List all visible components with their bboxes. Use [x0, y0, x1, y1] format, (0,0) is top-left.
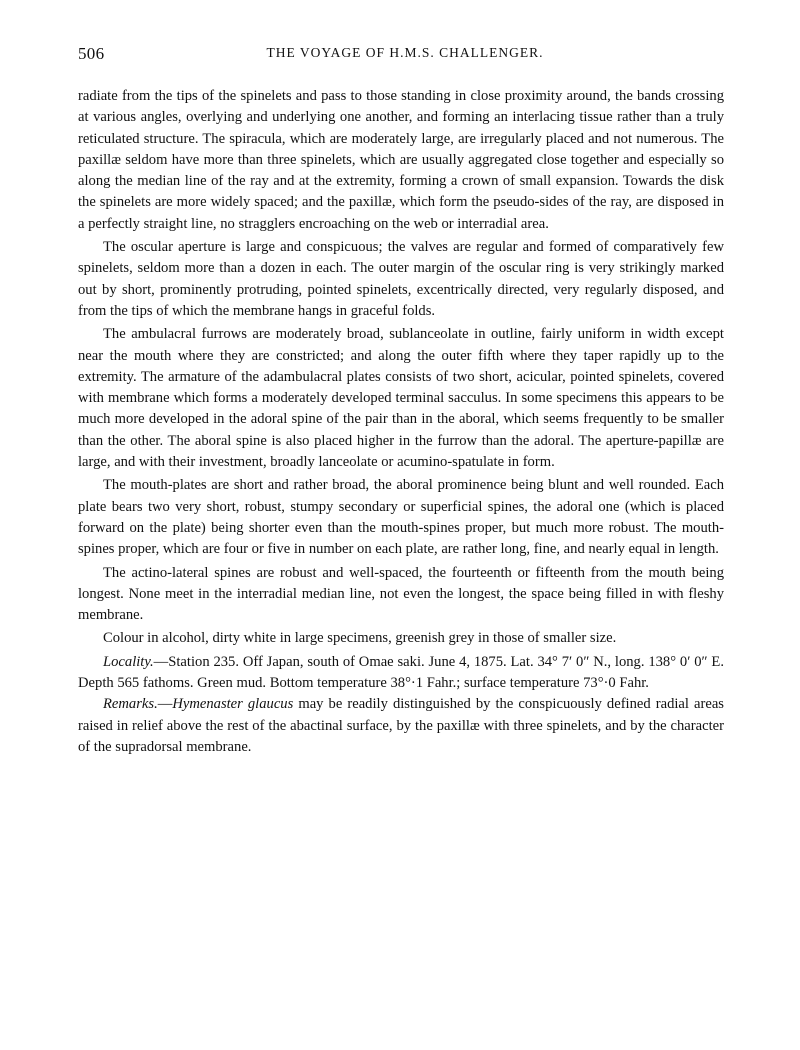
page-number: 506 — [78, 44, 105, 63]
running-head — [78, 44, 732, 68]
locality-text: —Station 235. Off Japan, south of Omae saki. June 4, 1875. Lat. 34° 7′ 0″ N., long. 138° 0′ 0″ E. Depth 565 fathoms. Green mud. Bottom temperature 38°·1 Fahr.; surface temperature 73°·0 Fahr. — [78, 653, 724, 692]
paragraph-mouth-plates: The mouth-plates are short and rather broad, the aboral prominence being blunt and well rounded. Each plate bears two very short, robust, stumpy secondary or superficial spines, the adoral one (which is placed forward on the plate) being shorter even than the mouth-spines proper, but much more robust. The mouth-spines proper, which are four or five in number on each plate, are rather long, fine, and nearly equal in length. — [78, 477, 724, 558]
running-title: THE VOYAGE OF H.M.S. CHALLENGER. — [266, 45, 544, 60]
locality-label: Locality. — [103, 653, 154, 670]
paragraph-continuation: radiate from the tips of the spinelets and pass to those standing in close proximity around, the bands crossing at various angles, overlying and underlying one another, and forming an interlacing tissue rather than a truly reticulated structure. The spiracula, which are moderately large, are irregularly placed and not numerous. The paxillæ seldom have more than three spinelets, which are usually aggregated close together and especially so along the median line of the ray and at the extremity, forming a crown of small expansion. Towards the disk the spinelets are more widely spaced; and the paxillæ, which form the pseudo-sides of the ray, are disposed in a perfectly straight line, no stragglers encroaching on the web or interradial area. — [78, 88, 724, 232]
paragraph-ambulacral-furrows: The ambulacral furrows are moderately broad, sublanceolate in outline, fairly uniform in width except near the mouth where they are constricted; and along the outer fifth where they taper rapidly up to the extremity. The armature of the adambulacral plates consists of two short, acicular, pointed spinelets, covered with membrane which forms a moderately developed terminal sacculus. In some specimens this appears to be much more developed in the adoral spine of the pair than in the aboral, which seems frequently to be smaller than the other. The aboral spine is also placed higher in the furrow than the adoral. The aperture-papillæ are large, and with their investment, broadly lanceolate or acumino-spatulate in form. — [78, 326, 724, 471]
remarks-dash: — — [157, 696, 173, 713]
paragraph-actino-lateral-spines: The actino-lateral spines are robust and well-spaced, the fourteenth or fifteenth from the mouth being longest. None meet in the interradial median line, not even the longest, the space being filled in with fleshy membrane. — [78, 564, 724, 624]
remarks-text: may be readily distinguished by the conspicuously defined radial areas raised in relief above the rest of the abactinal surface, by the paxillæ with three spinelets, and by the character of the supradorsal membrane. — [78, 696, 724, 755]
remarks-species: Hymenaster glaucus — [172, 696, 294, 713]
remarks-label: Remarks. — [103, 696, 158, 713]
paragraph-locality — [78, 652, 724, 695]
paragraph-colour: Colour in alcohol, dirty white in large specimens, greenish grey in those of smaller size. — [103, 630, 617, 647]
body-text — [78, 86, 724, 758]
paragraph-remarks — [78, 694, 724, 758]
paragraph-oscular-aperture: The oscular aperture is large and conspicuous; the valves are regular and formed of comparatively few spinelets, seldom more than a dozen in each. The outer margin of the oscular ring is very strikingly marked out by short, prominently protruding, pointed spinelets, excentrically directed, very regularly disposed, and from the tips of which the membrane hangs in graceful folds. — [78, 239, 724, 319]
